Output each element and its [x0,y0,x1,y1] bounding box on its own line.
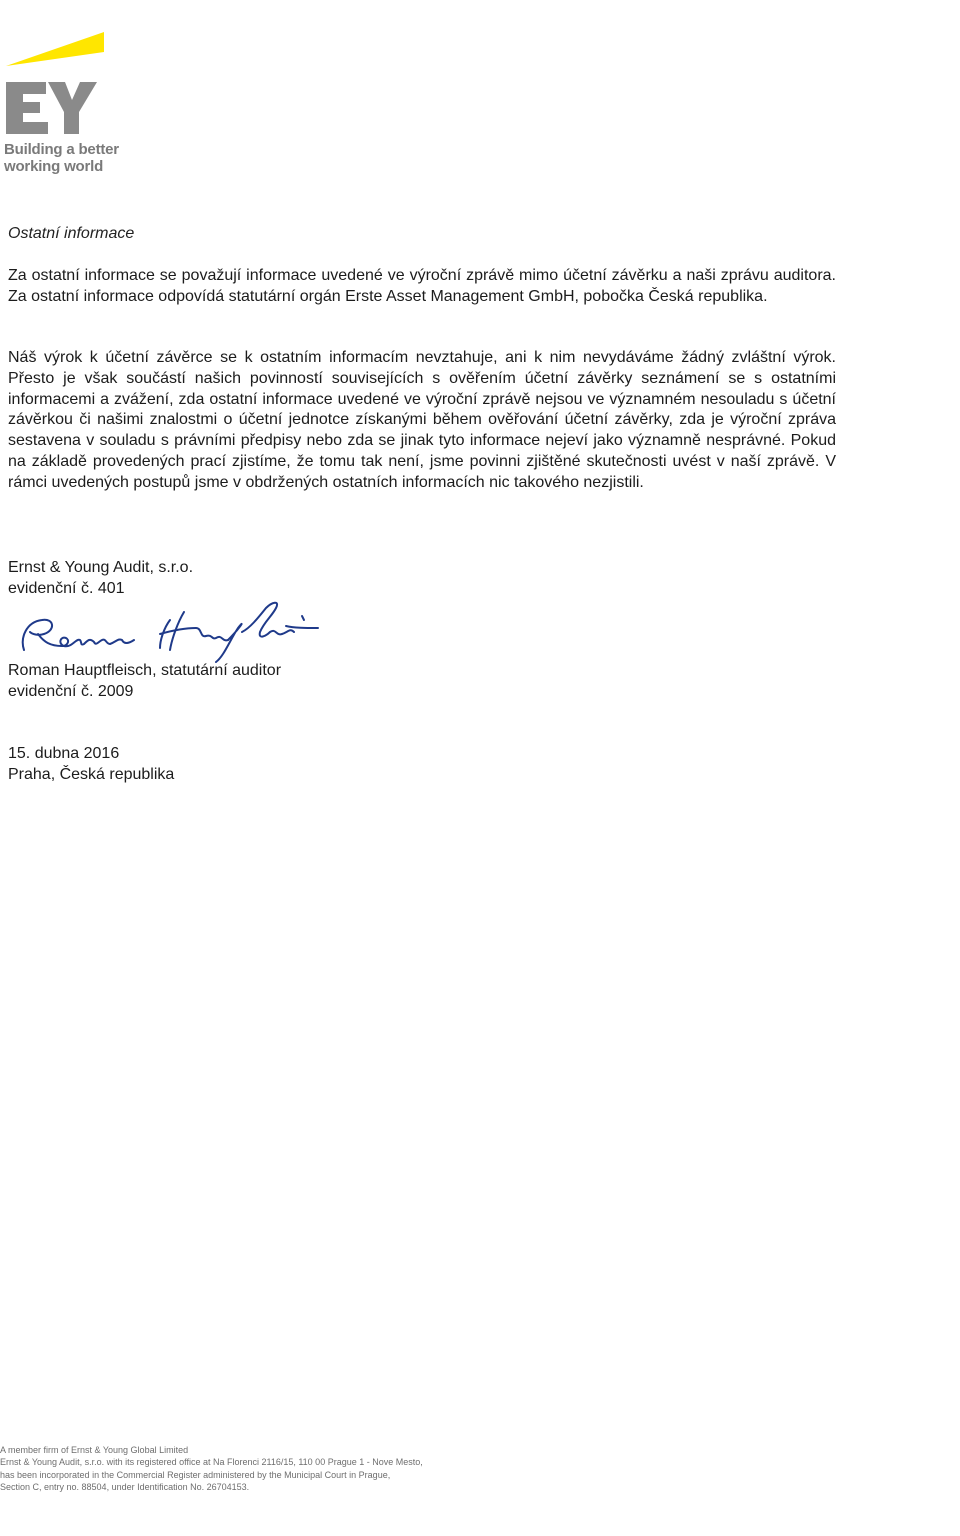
audit-firm-block [8,557,193,599]
footer-line-3: has been incorporated in the Commercial Register administered by the Municipal Court in Prague, [0,1469,391,1480]
paragraph-other-information-definition: Za ostatní informace se považují informace uvedené ve výroční zprávě mimo účetní závěrku a naši zprávu auditora. Za ostatní informace odpovídá statutární orgán Erste Asset Management GmbH, pobočka Česká republika. [8,267,836,305]
footer-line-2: Ernst & Young Audit, s.r.o. with its registered office at Na Florenci 2116/15, 110 00 Prague 1 - Nove Mesto, [0,1457,423,1468]
signature-icon [10,598,330,664]
date-place-block [8,743,174,785]
audit-firm-name: Ernst & Young Audit, s.r.o. [8,559,194,576]
legal-footer [0,1444,423,1493]
auditor-name: Roman Hauptfleisch, statutární auditor [8,662,282,679]
auditor-registration: evidenční č. 2009 [8,683,134,700]
handwritten-signature [10,598,330,664]
audit-firm-registration: evidenční č. 401 [8,580,125,597]
tagline-line-1: Building a better [4,141,119,158]
footer-line-1: A member firm of Ernst & Young Global Limited [0,1445,189,1455]
footer-line-4: Section C, entry no. 88504, under Identification No. 26704153. [0,1481,250,1492]
auditor-block [8,660,281,702]
report-place: Praha, Česká republika [8,766,175,783]
paragraph-auditor-opinion-scope: Náš výrok k účetní závěrce se k ostatním informacím nevztahuje, ani k nim nevydáváme žádný zvláštní výrok. Přesto je však součástí našich povinností souvisejících s ověřením účetní závěrky seznámení se s ostatními informacemi a zvážení, zda ostatní informace uvedené ve výroční zprávě nejsou ve významném nesouladu s účetní závěrkou či našimi znalostmi o účetní jednotce získanými během ověřování účetní závěrky, zda je výroční zpráva sestavena v souladu s právními předpisy nebo zda se jinak tyto informace nejeví jako významně nesprávné. Pokud na základě provedených prací zjistíme, že tomu tak není, jsme povinni zjištěné skutečnosti uvést v naší zprávě. V rámci uvedených postupů jsme v obdržených ostatních informacích nic takového nezjistili. [8,349,836,491]
ey-tagline [4,141,119,175]
section-heading: Ostatní informace [8,225,135,242]
tagline-line-2: working world [4,158,104,175]
ey-beam-icon [6,32,104,66]
ey-logo-mark [4,30,134,138]
report-date: 15. dubna 2016 [8,745,120,762]
